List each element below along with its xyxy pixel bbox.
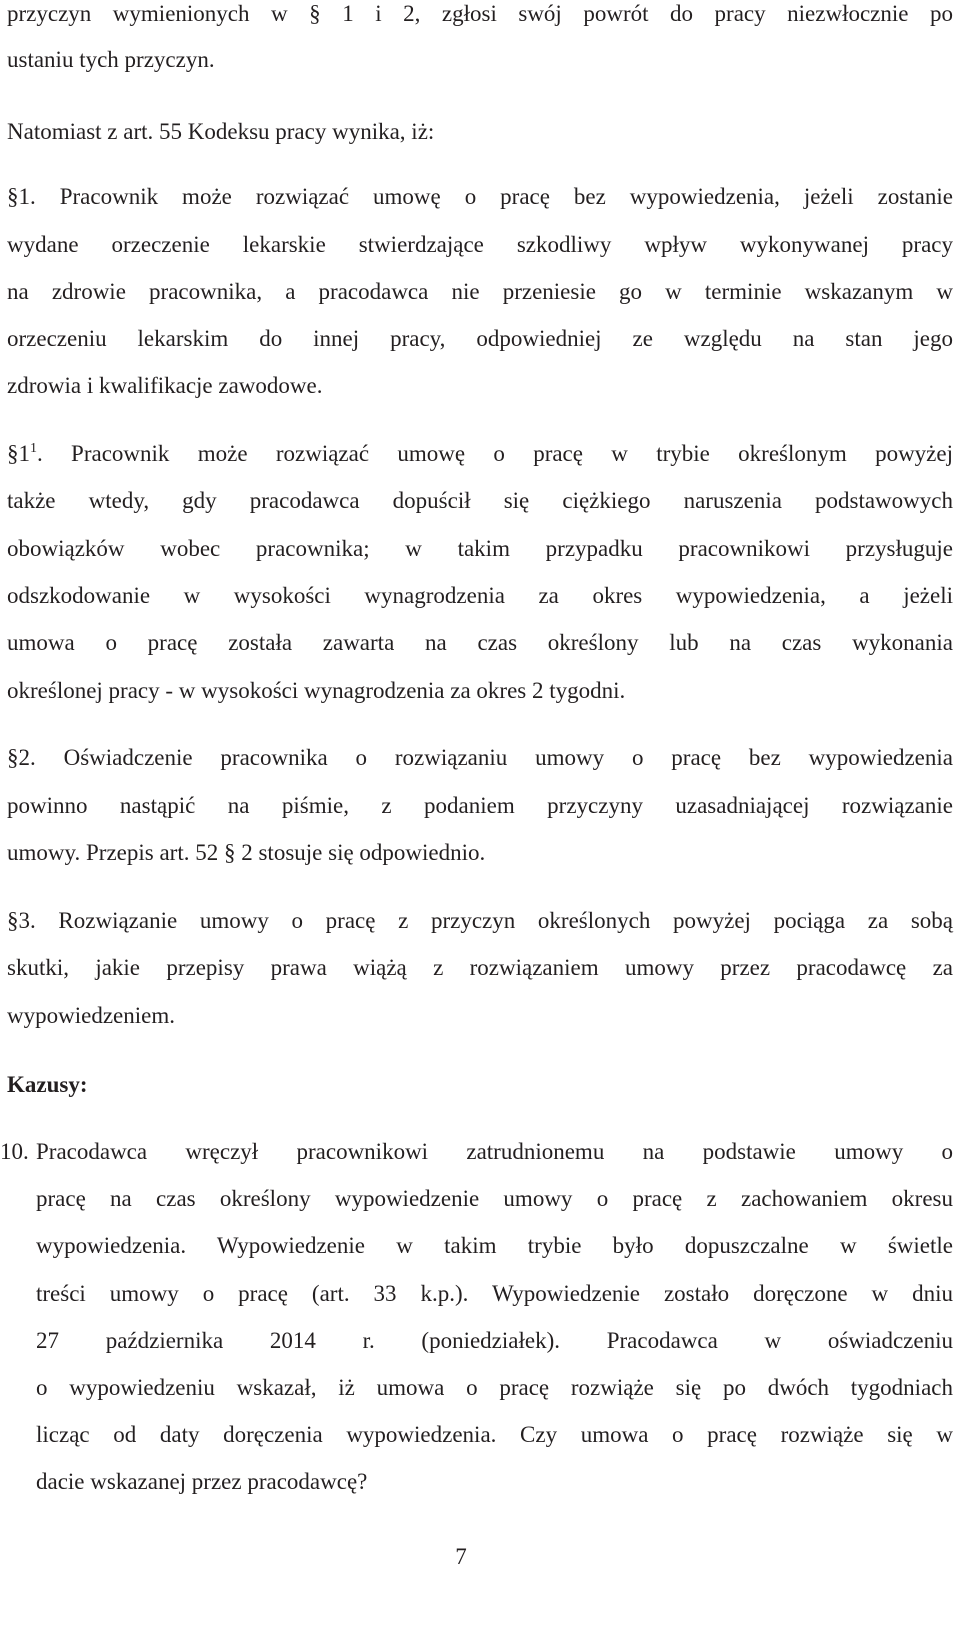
text-line: także wtedy, gdy pracodawca dopuścił się ciężkiego naruszenia podstawowych (7, 488, 953, 513)
text-line: przyczyn wymienionych w § 1 i 2, zgłosi swój powrót do pracy niezwłocznie po (7, 1, 953, 26)
text-line: §2. Oświadczenie pracownika o rozwiązaniu umowy o pracę bez wypowiedzenia (7, 745, 953, 770)
text-line: skutki, jakie przepisy prawa wiążą z rozwiązaniem umowy przez pracodawcę za (7, 955, 953, 980)
text-line: 27 października 2014 r. (poniedziałek). Pracodawca w oświadczeniu (36, 1328, 953, 1353)
text-line: pracę na czas określony wypowiedzenie umowy o pracę z zachowaniem okresu (36, 1186, 953, 1211)
page-number: 7 (455, 1544, 467, 1569)
text-line: §3. Rozwiązanie umowy o pracę z przyczyn określonych powyżej pociąga za sobą (7, 908, 953, 933)
text-line: dacie wskazanej przez pracodawcę? (36, 1469, 368, 1494)
section-heading: Kazusy: (7, 1072, 88, 1097)
text-line: . Pracownik może rozwiązać umowę o pracę w trybie określonym powyżej (37, 441, 953, 466)
text-line: wydane orzeczenie lekarskie stwierdzające szkodliwy wpływ wykonywanej pracy (7, 232, 953, 257)
text-line: wypowiedzenia. Wypowiedzenie w takim trybie było dopuszczalne w świetle (36, 1233, 953, 1258)
text-line: na zdrowie pracownika, a pracodawca nie przeniesie go w terminie wskazanym w (7, 279, 953, 304)
text-line: wypowiedzeniem. (7, 1003, 175, 1028)
text-line: Pracodawca wręczył pracownikowi zatrudnionemu na podstawie umowy o (36, 1139, 953, 1164)
paragraph-number: §1 (7, 441, 30, 466)
text-line: Natomiast z art. 55 Kodeksu pracy wynika, iż: (7, 119, 435, 144)
text-line: umowy. Przepis art. 52 § 2 stosuje się odpowiednio. (7, 840, 486, 865)
text-line: licząc od daty doręczenia wypowiedzenia. Czy umowa o pracę rozwiąże się w (36, 1422, 953, 1447)
text-line: ustaniu tych przyczyn. (7, 47, 215, 72)
text-line: odszkodowanie w wysokości wynagrodzenia za okres wypowiedzenia, a jeżeli (7, 583, 953, 608)
text-line: umowa o pracę została zawarta na czas określony lub na czas wykonania (7, 630, 953, 655)
text-line: treści umowy o pracę (art. 33 k.p.). Wypowiedzenie zostało doręczone w dniu (36, 1281, 953, 1306)
text-line: obowiązków wobec pracownika; w takim przypadku pracownikowi przysługuje (7, 536, 953, 561)
text-line: o wypowiedzeniu wskazał, iż umowa o pracę rozwiąże się po dwóch tygodniach (36, 1375, 953, 1400)
text-line: powinno nastąpić na piśmie, z podaniem przyczyny uzasadniającej rozwiązanie (7, 793, 953, 818)
text-line: §1. Pracownik może rozwiązać umowę o pracę bez wypowiedzenia, jeżeli zostanie (7, 184, 953, 209)
text-line: określonej pracy - w wysokości wynagrodzenia za okres 2 tygodni. (7, 678, 626, 703)
case-number: 10. (0, 1139, 29, 1164)
text-line: orzeczeniu lekarskim do innej pracy, odpowiedniej ze względu na stan jego (7, 326, 953, 351)
superscript-number: 1 (30, 441, 37, 456)
text-line: zdrowia i kwalifikacje zawodowe. (7, 373, 323, 398)
paragraph-first-line (7, 440, 953, 468)
